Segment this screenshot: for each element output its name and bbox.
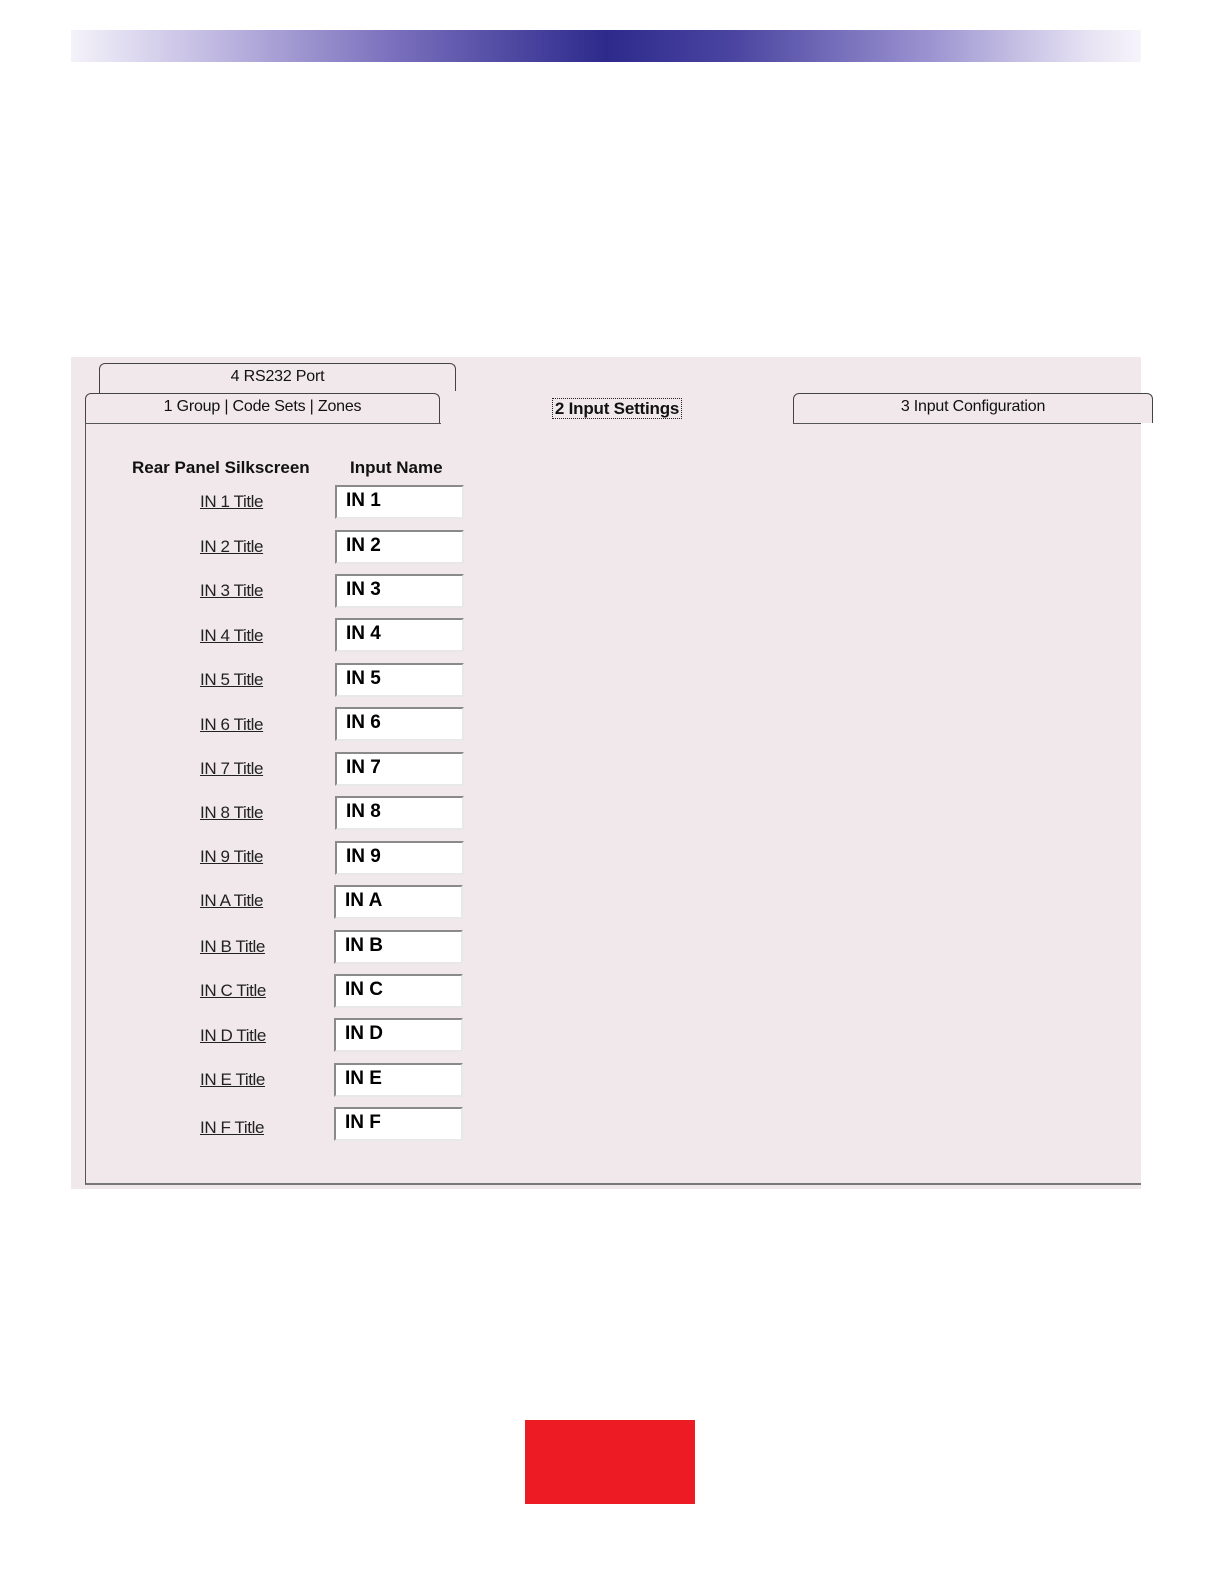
tab-group-code-sets-zones-label: 1 Group | Code Sets | Zones: [163, 398, 362, 415]
in-9-name-field[interactable]: IN 9: [335, 841, 464, 875]
in-b-title-link[interactable]: IN B Title: [200, 937, 265, 956]
in-6-name-field[interactable]: IN 6: [335, 707, 464, 741]
in-9-title-link[interactable]: IN 9 Title: [200, 847, 264, 866]
in-a-name-field[interactable]: IN A: [334, 885, 463, 919]
in-8-title-link[interactable]: IN 8 Title: [200, 803, 264, 822]
in-4-name-field[interactable]: IN 4: [335, 618, 464, 652]
in-d-name-field[interactable]: IN D: [334, 1018, 463, 1052]
header-gradient-bar: [71, 30, 1141, 62]
in-5-name-field[interactable]: IN 5: [335, 663, 464, 697]
in-e-title-link[interactable]: IN E Title: [200, 1070, 265, 1089]
input-name-header: Input Name: [350, 458, 443, 477]
in-4-title-link[interactable]: IN 4 Title: [200, 626, 264, 645]
in-7-title-link[interactable]: IN 7 Title: [200, 759, 264, 778]
in-3-title-link[interactable]: IN 3 Title: [200, 581, 264, 600]
in-6-title-link[interactable]: IN 6 Title: [200, 715, 264, 734]
input-settings-panel: [71, 357, 1141, 1189]
in-8-name-field[interactable]: IN 8: [335, 796, 464, 830]
red-page-tab-block: [525, 1420, 695, 1504]
in-c-title-link[interactable]: IN C Title: [200, 981, 266, 1000]
in-f-title-link[interactable]: IN F Title: [200, 1118, 265, 1137]
in-7-name-field[interactable]: IN 7: [335, 752, 464, 786]
in-5-title-link[interactable]: IN 5 Title: [200, 670, 264, 689]
tab-input-configuration[interactable]: [793, 393, 1153, 423]
rear-panel-silkscreen-header: Rear Panel Silkscreen: [132, 458, 310, 477]
in-f-name-field[interactable]: IN F: [334, 1107, 463, 1141]
in-1-title-link[interactable]: IN 1 Title: [200, 492, 264, 511]
in-e-name-field[interactable]: IN E: [334, 1063, 463, 1097]
in-a-title-link[interactable]: IN A Title: [200, 891, 264, 910]
in-3-name-field[interactable]: IN 3: [335, 574, 464, 608]
in-2-title-link[interactable]: IN 2 Title: [200, 537, 264, 556]
in-1-name-field[interactable]: IN 1: [335, 485, 464, 519]
tab-group-code-sets-zones[interactable]: [85, 393, 440, 423]
in-d-title-link[interactable]: IN D Title: [200, 1026, 266, 1045]
in-2-name-field[interactable]: IN 2: [335, 530, 464, 564]
tab-input-configuration-label: 3 Input Configuration: [900, 398, 1046, 415]
tab-input-settings-label: 2 Input Settings: [552, 398, 682, 419]
tab-rs232-port-label: 4 RS232 Port: [230, 368, 325, 385]
in-c-name-field[interactable]: IN C: [334, 974, 463, 1008]
tab-rs232-port[interactable]: [99, 363, 456, 393]
in-b-name-field[interactable]: IN B: [334, 930, 463, 964]
tab-input-settings[interactable]: [441, 391, 793, 425]
